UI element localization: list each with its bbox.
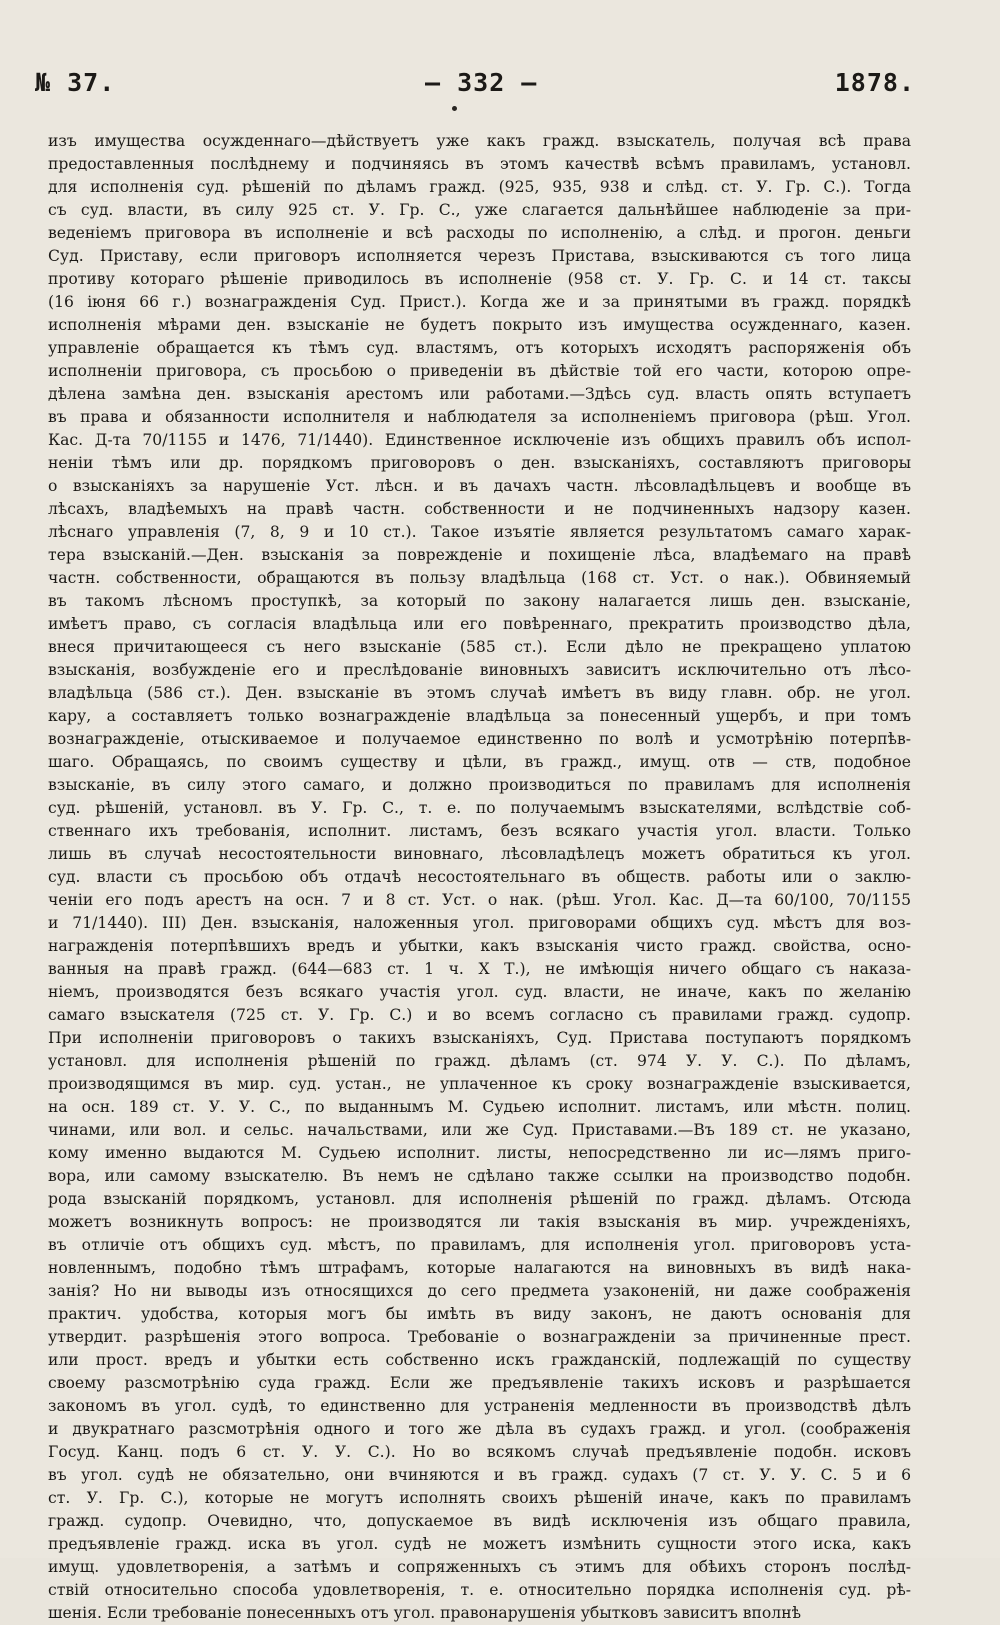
text-line: на осн. 189 ст. У. У. С., по выданнымъ М. Судьею исполнит. листамъ, или мѣстн. полиц. bbox=[48, 1098, 911, 1116]
text-line: и 71/1440). III) Ден. взысканія, наложенныя угол. приговорами общихъ суд. мѣстъ для воз- bbox=[48, 914, 911, 932]
text-line: практич. удобства, которыя могъ бы имѣть въ виду законъ, не даютъ основанія для bbox=[48, 1305, 911, 1323]
text-line: или прост. вредъ и убытки есть собственно искъ гражданскій, подлежащій по существу bbox=[48, 1351, 911, 1369]
text-line: ствій относительно способа удовлетворенія, т. е. относительно порядка исполненія суд. рѣ- bbox=[48, 1581, 911, 1599]
text-line: исполненія мѣрами ден. взысканіе не будетъ покрыто изъ имущества осужденнаго, казен. bbox=[48, 316, 911, 334]
text-line: Кас. Д-та 70/1155 и 1476, 71/1440). Единственное исключеніе изъ общихъ правилъ объ испол- bbox=[48, 431, 911, 449]
text-line: ственнаго ихъ требованія, исполнит. листамъ, безъ всякаго участія угол. власти. Только bbox=[48, 822, 911, 840]
text-line: кому именно выдаются М. Судьею исполнит. листы, непосредственно ли ис—лямъ приго- bbox=[48, 1144, 911, 1162]
ink-dot bbox=[452, 106, 457, 111]
text-line: противу котораго рѣшеніе приводилось въ исполненіе (958 ст. У. Гр. С. и 14 ст. таксы bbox=[48, 270, 911, 288]
issue-number: № 37. bbox=[35, 68, 116, 97]
text-line: вора, или самому взыскателю. Въ немъ не сдѣлано также ссылки на производство подобн. bbox=[48, 1167, 911, 1185]
text-line: самаго взыскателя (725 ст. У. Гр. С.) и во всемъ согласно съ правилами гражд. судопр. bbox=[48, 1006, 911, 1024]
text-line: При исполненіи приговоровъ о такихъ взысканіяхъ, Суд. Пристава поступаютъ порядкомъ bbox=[48, 1029, 911, 1047]
text-line: утвердит. разрѣшенія этого вопроса. Требованіе о вознагражденіи за причиненные прест. bbox=[48, 1328, 911, 1346]
text-line: частн. собственности, обращаются въ пользу владѣльца (168 ст. Уст. о нак.). Обвиняемый bbox=[48, 569, 911, 587]
text-line: Госуд. Канц. подъ 6 ст. У. У. С.). Но во всякомъ случаѣ предъявленіе подобн. исковъ bbox=[48, 1443, 911, 1461]
text-line: въ угол. судѣ не обязательно, они вчиняются и въ гражд. судахъ (7 ст. У. У. С. 5 и 6 bbox=[48, 1466, 911, 1484]
text-line: управленіе обращается къ тѣмъ суд. властямъ, отъ которыхъ исходятъ распоряженія объ bbox=[48, 339, 911, 357]
text-line: предъявленіе гражд. иска въ угол. судѣ не можетъ измѣнить сущности этого иска, какъ bbox=[48, 1535, 911, 1553]
text-line: лишь въ случаѣ несостоятельности виновнаго, лѣсовладѣлецъ можетъ обратиться къ угол. bbox=[48, 845, 911, 863]
text-line: взысканіе, въ силу этого самаго, и должно производиться по правиламъ для исполненія bbox=[48, 776, 911, 794]
text-line: своему разсмотрѣнію суда гражд. Если же предъявленіе такихъ исковъ и разрѣшается bbox=[48, 1374, 911, 1392]
text-line: дѣлена замѣна ден. взысканія арестомъ или работами.—Здѣсь суд. власть опять вступаетъ bbox=[48, 385, 911, 403]
text-line: занія? Но ни выводы изъ относящихся до сего предмета узаконеній, ни даже соображенія bbox=[48, 1282, 911, 1300]
text-line: гражд. судопр. Очевидно, что, допускаемое въ видѣ исключенія изъ общаго правила, bbox=[48, 1512, 911, 1530]
text-line: владѣльца (586 ст.). Ден. взысканіе въ этомъ случаѣ имѣетъ въ виду главн. обр. не угол. bbox=[48, 684, 911, 702]
text-line: неніи тѣмъ или др. порядкомъ приговоровъ о ден. взысканіяхъ, составляютъ приговоры bbox=[48, 454, 911, 472]
text-line: награжденія потерпѣвшихъ вредъ и убытки, какъ взысканія чисто гражд. свойства, осно- bbox=[48, 937, 911, 955]
text-line: суд. власти съ просьбою объ отдачѣ несостоятельнаго въ обществ. работы или о заклю- bbox=[48, 868, 911, 886]
text-line: шенія. Если требованіе понесенныхъ отъ угол. правонарушенія убытковъ зависитъ вполнѣ bbox=[48, 1604, 802, 1622]
text-line: ванныя на правѣ гражд. (644—683 ст. 1 ч. X Т.), не имѣющія ничего общаго съ наказа- bbox=[48, 960, 911, 978]
text-line: имущ. удовлетворенія, а затѣмъ и сопряженныхъ съ этимъ для обѣихъ сторонъ послѣд- bbox=[48, 1558, 911, 1576]
text-line: рода взысканій порядкомъ, установл. для исполненія рѣшеній по гражд. дѣламъ. Отсюда bbox=[48, 1190, 911, 1208]
text-line: о взысканіяхъ за нарушеніе Уст. лѣсн. и въ дачахъ частн. лѣсовладѣльцевъ и вообще въ bbox=[48, 477, 911, 495]
text-line: предоставленныя послѣднему и подчиняясь въ этомъ качествѣ всѣмъ правиламъ, установл. bbox=[48, 155, 911, 173]
text-line: тера взысканій.—Ден. взысканія за поврежденіе и похищеніе лѣса, владѣемаго на правѣ bbox=[48, 546, 911, 564]
text-line: изъ имущества осужденнаго—дѣйствуетъ уже какъ гражд. взыскатель, получая всѣ права bbox=[48, 132, 911, 150]
text-line: ніемъ, производятся безъ всякаго участія угол. суд. власти, не иначе, какъ по желанію bbox=[48, 983, 911, 1001]
text-line: взысканія, возбужденіе его и преслѣдованіе виновныхъ зависитъ исключительно отъ лѣсо- bbox=[48, 661, 911, 679]
page-number: — 332 — bbox=[425, 68, 538, 97]
text-line: можетъ возникнуть вопросъ: не производятся ли такія взысканія въ мир. учрежденіяхъ, bbox=[48, 1213, 911, 1231]
year: 1878. bbox=[834, 68, 915, 97]
text-line: установл. для исполненія рѣшеній по гражд. дѣламъ (ст. 974 У. У. С.). По дѣламъ, bbox=[48, 1052, 911, 1070]
page-header bbox=[35, 68, 915, 108]
text-line: съ суд. власти, въ силу 925 ст. У. Гр. С., уже слагается дальнѣйшее наблюденіе за при- bbox=[48, 201, 911, 219]
text-line: новленнымъ, подобно тѣмъ штрафамъ, которые налагаются на виновныхъ въ видѣ нака- bbox=[48, 1259, 911, 1277]
text-line: кару, а составляетъ только вознагражденіе владѣльца за понесенный ущербъ, и при томъ bbox=[48, 707, 911, 725]
text-line: суд. рѣшеній, установл. въ У. Гр. С., т. е. по получаемымъ взыскателями, вслѣдствіе соб- bbox=[48, 799, 911, 817]
text-line: ст. У. Гр. С.), которые не могутъ исполнять своихъ рѣшеній иначе, какъ по правиламъ bbox=[48, 1489, 911, 1507]
body-text bbox=[48, 130, 911, 1622]
text-line: исполненіи приговора, съ просьбою о приведеніи въ дѣйствіе той его части, которою опре- bbox=[48, 362, 911, 380]
text-line: веденіемъ приговора въ исполненіе и всѣ расходы по исполненію, а слѣд. и прогон. деньги bbox=[48, 224, 911, 242]
text-line: для исполненія суд. рѣшеній по дѣламъ гражд. (925, 935, 938 и слѣд. ст. У. Гр. С.). Тогда bbox=[48, 178, 911, 196]
text-line: въ права и обязанности исполнителя и наблюдателя за исполненіемъ приговора (рѣш. Угол. bbox=[48, 408, 911, 426]
text-line: производящимся въ мир. суд. устан., не уплаченное къ сроку вознагражденіе взыскивается, bbox=[48, 1075, 911, 1093]
text-line: (16 іюня 66 г.) вознагражденія Суд. Прист.). Когда же и за принятыми въ гражд. порядкѣ bbox=[48, 293, 911, 311]
text-line: ченіи его подъ арестъ на осн. 7 и 8 ст. Уст. о нак. (рѣш. Угол. Кас. Д—та 60/100, 70/1155 bbox=[48, 891, 911, 909]
text-line: Суд. Приставу, если приговоръ исполняется черезъ Пристава, взыскиваются съ того лица bbox=[48, 247, 911, 265]
text-line: вознагражденіе, отыскиваемое и получаемое единственно по волѣ и усмотрѣнію потерпѣв- bbox=[48, 730, 911, 748]
text-line: шаго. Обращаясь, по своимъ существу и цѣли, въ гражд., имущ. отв — ств, подобное bbox=[48, 753, 911, 771]
text-line: закономъ въ угол. судѣ, то единственно для устраненія медленности въ производствѣ дѣлъ bbox=[48, 1397, 911, 1415]
text-line: имѣетъ право, съ согласія владѣльца или его повѣреннаго, прекратить производство дѣла, bbox=[48, 615, 911, 633]
text-line: внеся причитающееся съ него взысканіе (585 ст.). Если дѣло не прекращено уплатою bbox=[48, 638, 911, 656]
text-line: лѣснаго управленія (7, 8, 9 и 10 ст.). Такое изъятіе является результатомъ самаго харак- bbox=[48, 523, 911, 541]
text-line: чинами, или вол. и сельс. начальствами, или же Суд. Приставами.—Въ 189 ст. не указано, bbox=[48, 1121, 911, 1139]
text-line: и двукратнаго разсмотрѣнія одного и того же дѣла въ судахъ гражд. и угол. (соображенія bbox=[48, 1420, 911, 1438]
text-line: въ такомъ лѣсномъ проступкѣ, за который по закону налагается лишь ден. взысканіе, bbox=[48, 592, 911, 610]
text-line: въ отличіе отъ общихъ суд. мѣстъ, по правиламъ, для исполненія угол. приговоровъ уста- bbox=[48, 1236, 911, 1254]
text-line: лѣсахъ, владѣемыхъ на правѣ частн. собственности и не подчиненныхъ надзору казен. bbox=[48, 500, 911, 518]
